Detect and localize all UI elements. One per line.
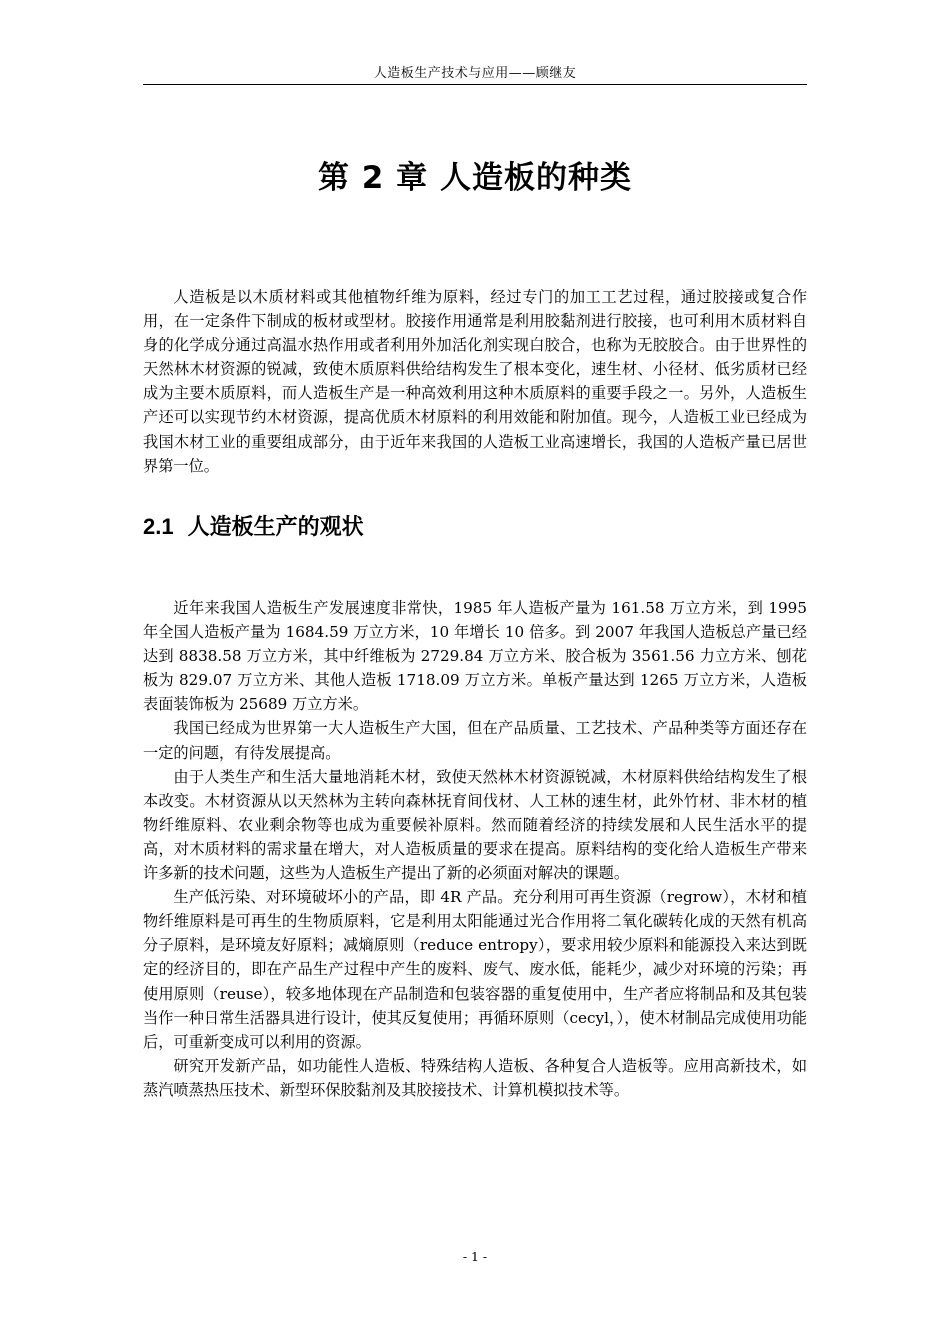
page-number: - 1 - (462, 1249, 488, 1264)
body-paragraph: 研究开发新产品，如功能性人造板、特殊结构人造板、各种复合人造板等。应用高新技术，如蒸汽喷蒸热压技术、新型环保胶黏剂及其胶接技术、计算机模拟技术等。 (143, 1056, 807, 1099)
section-body (143, 596, 807, 1102)
intro-paragraph: 人造板是以木质材料或其他植物纤维为原料，经过专门的加工工艺过程，通过胶接或复合作用，在一定条件下制成的板材或型材。胶接作用通常是利用胶黏剂进行胶接，也可利用木质材料自身的化学成分通过高温水热作用或者利用外加活化剂实现白胶合，也称为无胶胶合。由于世界性的天然林木材资源的锐减，致使木质原料供给结构发生了根本变化，速生材、小径材、低劣质材已经成为主要木质原料，而人造板生产是一种高效利用这种木质原料的重要手段之一。另外，人造板生产还可以实现节约木材资源，提高优质木材原料的利用效能和附加值。现今，人造板工业已经成为我国木材工业的重要组成部分，由于近年来我国的人造板工业高速增长，我国的人造板产量已居世界第一位。 (143, 288, 807, 475)
chapter-title: 第 2 章 人造板的种类 (318, 160, 632, 196)
section-title: 人造板生产的观状 (187, 514, 364, 539)
section-number: 2.1 (143, 514, 174, 539)
section-heading (143, 512, 807, 542)
body-paragraph: 近年来我国人造板生产发展速度非常快，1985 年人造板产量为 161.58 万立方米，到 1995 年全国人造板产量为 1684.59 万立方米，10 年增长 10 倍多。到 2007 年我国人造板总产量已经达到 8838.58 万立方米，其中纤维板为 2729.84 万立方米、胶合板为 3561.56 力立方米、刨花板为 829.07 万立方米、其他人造板 1718.09 万立方米。单板产量达到 1265 万立方米，人造板表面装饰板为 25689 万立方米。 (143, 599, 807, 714)
body-paragraph: 我国已经成为世界第一大人造板生产大国，但在产品质量、工艺技术、产品种类等方面还存在一定的问题，有待发展提高。 (143, 719, 807, 762)
body-paragraph: 生产低污染、对环境破坏小的产品，即 4R 产品。充分利用可再生资源（regrow），木材和植物纤维原料是可再生的生物质原料，它是利用太阳能通过光合作用将二氧化碳转化成的天然有机高分子原料，是环境友好原料；减熵原则（reduce entropy），要求用较少原料和能源投入来达到既定的经济目的，即在产品生产过程中产生的废料、废气、废水低，能耗少，减少对环境的污染；再使用原则（reuse），较多地体现在产品制造和包装容器的重复使用中，生产者应将制品和及其包装当作一种日常生活器具进行设计，使其反复使用；再循环原则（cecyl，），使木材制品完成使用功能后，可重新变成可以利用的资源。 (143, 888, 807, 1051)
intro-section (143, 285, 807, 478)
header-rule (143, 84, 807, 85)
running-header: 人造板生产技术与应用——顾继友 (373, 66, 577, 81)
body-paragraph: 由于人类生产和生活大量地消耗木材，致使天然林木材资源锐减，木材原料供给结构发生了根本改变。木材资源从以天然林为主转向森林抚育间伐材、人工林的速生材，此外竹材、非木材的植物纤维原料、农业剩余物等也成为重要候补原料。然而随着经济的持续发展和人民生活水平的提高，对木质材料的需求量在增大，对人造板质量的要求在提高。原料结构的变化给人造板生产带来许多新的技术问题，这些为人造板生产提出了新的必须面对解决的课题。 (143, 767, 807, 883)
